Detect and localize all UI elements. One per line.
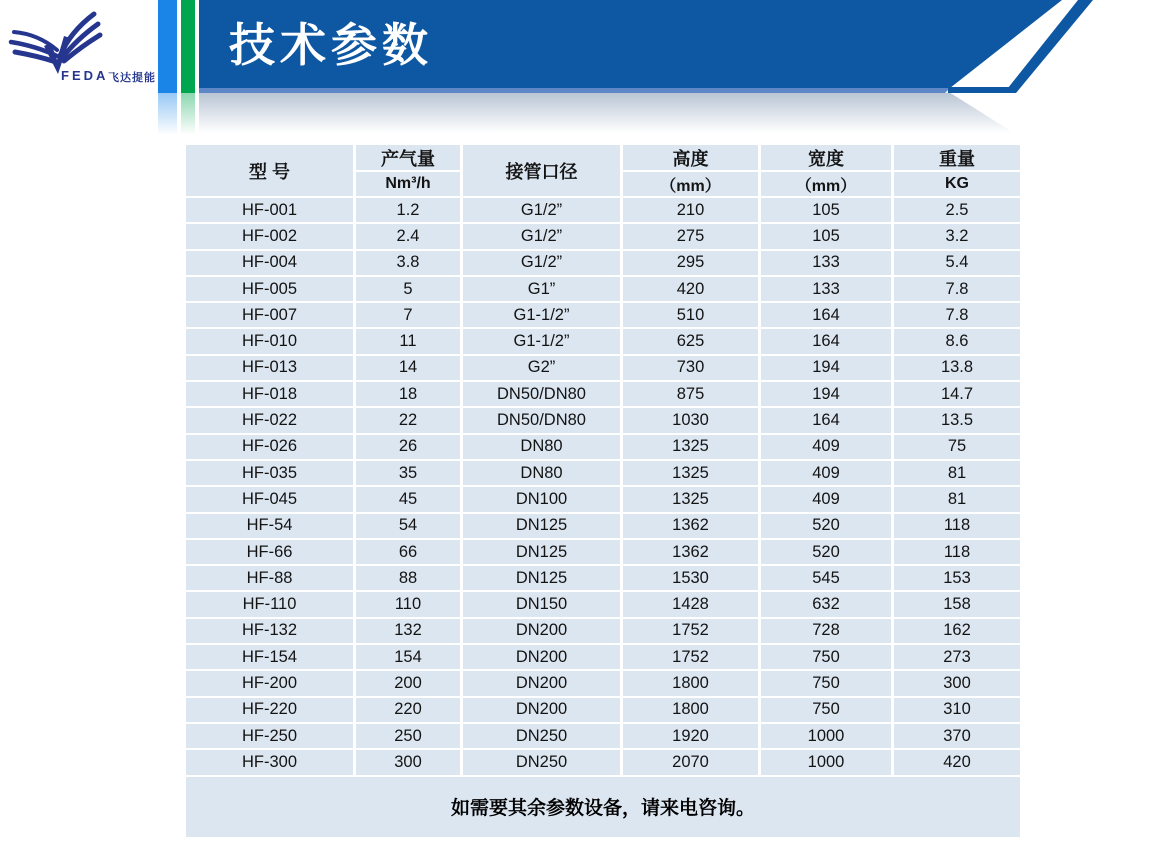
table-cell: HF-66 (186, 540, 353, 564)
table-cell: 750 (761, 671, 891, 695)
table-cell: 14.7 (894, 382, 1020, 406)
table-cell: DN250 (463, 724, 620, 748)
table-row (186, 329, 1020, 353)
table-cell: 420 (623, 277, 758, 301)
table-cell: 1362 (623, 514, 758, 538)
table-cell: G1/2” (463, 198, 620, 222)
table-cell: 875 (623, 382, 758, 406)
table-cell: 1000 (761, 724, 891, 748)
table-cell: 162 (894, 619, 1020, 643)
table-cell: HF-013 (186, 356, 353, 380)
header-cell-top: 宽度 (761, 145, 891, 172)
table-cell: HF-007 (186, 303, 353, 327)
table-cell: 118 (894, 514, 1020, 538)
table-cell: 153 (894, 566, 1020, 590)
table-row (186, 408, 1020, 432)
header-cell-label: 型 号 (248, 161, 290, 182)
table-cell: 3.2 (894, 224, 1020, 248)
table-cell: 1325 (623, 487, 758, 511)
table-cell: 1000 (761, 750, 891, 774)
table-row (186, 698, 1020, 722)
table-cell: 5 (356, 277, 460, 301)
table-row (186, 724, 1020, 748)
table-cell: 1325 (623, 435, 758, 459)
table-cell: 5.4 (894, 251, 1020, 275)
table-cell: 2.5 (894, 198, 1020, 222)
table-cell: 1362 (623, 540, 758, 564)
table-cell: 194 (761, 382, 891, 406)
table-cell: 1920 (623, 724, 758, 748)
header-cell-unit: KG (945, 175, 969, 192)
table-cell: HF-220 (186, 698, 353, 722)
table-cell: 35 (356, 461, 460, 485)
logo-brand-text: FEDA (61, 68, 109, 83)
table-row (186, 540, 1020, 564)
table-cell: 310 (894, 698, 1020, 722)
table-cell: 66 (356, 540, 460, 564)
table-row (186, 514, 1020, 538)
table-row (186, 645, 1020, 669)
table-cell: 370 (894, 724, 1020, 748)
table-header (186, 145, 1020, 196)
table-cell: HF-54 (186, 514, 353, 538)
header-cell-top: 产气量 (356, 145, 460, 172)
table-row (186, 566, 1020, 590)
table-cell: 300 (894, 671, 1020, 695)
company-logo (6, 10, 176, 90)
table-cell: 2.4 (356, 224, 460, 248)
accent-stripe-green (181, 0, 195, 93)
table-cell: G1” (463, 277, 620, 301)
table-cell: 632 (761, 592, 891, 616)
table-cell: HF-88 (186, 566, 353, 590)
banner-reflection (199, 93, 1014, 133)
table-cell: 728 (761, 619, 891, 643)
table-cell: 75 (894, 435, 1020, 459)
table-cell: 105 (761, 224, 891, 248)
header-cell (186, 145, 353, 196)
table-row (186, 277, 1020, 301)
table-cell: 158 (894, 592, 1020, 616)
header-cell-label: 接管口径 (505, 161, 578, 182)
table-cell: HF-110 (186, 592, 353, 616)
table-cell: 132 (356, 619, 460, 643)
table-row (186, 592, 1020, 616)
table-cell: 11 (356, 329, 460, 353)
table-row (186, 461, 1020, 485)
table-cell: HF-026 (186, 435, 353, 459)
table-cell: HF-004 (186, 251, 353, 275)
table-footer (186, 777, 1020, 837)
table-cell: 200 (356, 671, 460, 695)
table-cell: HF-045 (186, 487, 353, 511)
table-cell: DN100 (463, 487, 620, 511)
table-cell: DN125 (463, 540, 620, 564)
table-row (186, 619, 1020, 643)
table-cell: 409 (761, 487, 891, 511)
table-row (186, 671, 1020, 695)
header-cell (463, 145, 620, 196)
table-cell: 22 (356, 408, 460, 432)
table-cell: DN125 (463, 566, 620, 590)
table-cell: 154 (356, 645, 460, 669)
table-cell: 1530 (623, 566, 758, 590)
table-cell: 520 (761, 514, 891, 538)
table-cell: 409 (761, 461, 891, 485)
table-cell: 45 (356, 487, 460, 511)
header-cell-top: 高度 (623, 145, 758, 172)
table-row (186, 382, 1020, 406)
header-cell-unit: （mm） (795, 177, 857, 195)
table-cell: DN125 (463, 514, 620, 538)
table-cell: 88 (356, 566, 460, 590)
table-cell: DN200 (463, 698, 620, 722)
stripe-green-reflection (181, 93, 195, 135)
table-cell: 520 (761, 540, 891, 564)
table-cell: G1/2” (463, 224, 620, 248)
table-cell: DN200 (463, 619, 620, 643)
table-cell: HF-154 (186, 645, 353, 669)
table-body (186, 198, 1020, 775)
table-cell: 194 (761, 356, 891, 380)
table-cell: DN80 (463, 461, 620, 485)
table-cell: 133 (761, 251, 891, 275)
stripe-blue-reflection (158, 93, 177, 135)
table-cell: DN80 (463, 435, 620, 459)
table-cell: 730 (623, 356, 758, 380)
table-cell: 105 (761, 198, 891, 222)
table-cell: 7.8 (894, 303, 1020, 327)
table-cell: 300 (356, 750, 460, 774)
spec-table (186, 145, 1020, 837)
table-cell: 545 (761, 566, 891, 590)
page-title: 技术参数 (229, 19, 433, 71)
table-cell: 750 (761, 645, 891, 669)
table-cell: 118 (894, 540, 1020, 564)
header-cell-unit: （mm） (660, 177, 721, 195)
table-cell: 81 (894, 461, 1020, 485)
table-cell: 295 (623, 251, 758, 275)
table-row (186, 198, 1020, 222)
table-cell: HF-005 (186, 277, 353, 301)
table-cell: 1800 (623, 698, 758, 722)
table-cell: 164 (761, 408, 891, 432)
table-cell: G1/2” (463, 251, 620, 275)
table-cell: 220 (356, 698, 460, 722)
table-cell: HF-001 (186, 198, 353, 222)
table-cell: 133 (761, 277, 891, 301)
table-cell: 7 (356, 303, 460, 327)
header-cell (894, 145, 1020, 196)
header-cell-top: 重量 (894, 145, 1020, 172)
table-row (186, 487, 1020, 511)
table-cell: 510 (623, 303, 758, 327)
table-cell: 420 (894, 750, 1020, 774)
table-cell: 14 (356, 356, 460, 380)
table-cell: 1030 (623, 408, 758, 432)
table-cell: 1752 (623, 619, 758, 643)
table-cell: 1325 (623, 461, 758, 485)
table-cell: 625 (623, 329, 758, 353)
table-cell: HF-022 (186, 408, 353, 432)
table-row (186, 224, 1020, 248)
table-cell: 18 (356, 382, 460, 406)
table-cell: DN150 (463, 592, 620, 616)
table-cell: 13.8 (894, 356, 1020, 380)
table-cell: 2070 (623, 750, 758, 774)
table-cell: 13.5 (894, 408, 1020, 432)
table-cell: 210 (623, 198, 758, 222)
table-cell: 164 (761, 303, 891, 327)
table-cell: 750 (761, 698, 891, 722)
table-cell: HF-002 (186, 224, 353, 248)
table-cell: 54 (356, 514, 460, 538)
table-row (186, 303, 1020, 327)
table-cell: HF-200 (186, 671, 353, 695)
table-cell: 1428 (623, 592, 758, 616)
table-cell: G1-1/2” (463, 303, 620, 327)
header-cell (623, 145, 758, 196)
table-cell: 7.8 (894, 277, 1020, 301)
table-cell: DN50/DN80 (463, 382, 620, 406)
header-cell-unit: Nm³/h (385, 175, 431, 192)
table-cell: 81 (894, 487, 1020, 511)
table-cell: 1752 (623, 645, 758, 669)
table-cell: 110 (356, 592, 460, 616)
table-cell: HF-250 (186, 724, 353, 748)
logo-brand-cn-text: 飞达提能 (108, 72, 156, 84)
table-cell: DN50/DN80 (463, 408, 620, 432)
header-cell (356, 145, 460, 196)
footer-note: 如需要其余参数设备，请来电咨询。 (450, 798, 755, 820)
table-cell: HF-018 (186, 382, 353, 406)
table-row (186, 750, 1020, 774)
table-cell: HF-132 (186, 619, 353, 643)
table-cell: DN250 (463, 750, 620, 774)
table-row (186, 356, 1020, 380)
table-cell: 26 (356, 435, 460, 459)
table-cell: 3.8 (356, 251, 460, 275)
table-cell: 8.6 (894, 329, 1020, 353)
table-cell: G2” (463, 356, 620, 380)
table-cell: 409 (761, 435, 891, 459)
table-cell: 1800 (623, 671, 758, 695)
table-cell: HF-300 (186, 750, 353, 774)
table-cell: 1.2 (356, 198, 460, 222)
table-cell: G1-1/2” (463, 329, 620, 353)
table-cell: DN200 (463, 645, 620, 669)
table-cell: 275 (623, 224, 758, 248)
table-cell: 273 (894, 645, 1020, 669)
table-row (186, 251, 1020, 275)
table-cell: 164 (761, 329, 891, 353)
table-cell: 250 (356, 724, 460, 748)
table-cell: HF-010 (186, 329, 353, 353)
table-cell: HF-035 (186, 461, 353, 485)
header-cell (761, 145, 891, 196)
banner-diagonal-decoration (940, 0, 1115, 93)
accent-stripe-blue (158, 0, 177, 93)
table-cell: DN200 (463, 671, 620, 695)
table-row (186, 435, 1020, 459)
